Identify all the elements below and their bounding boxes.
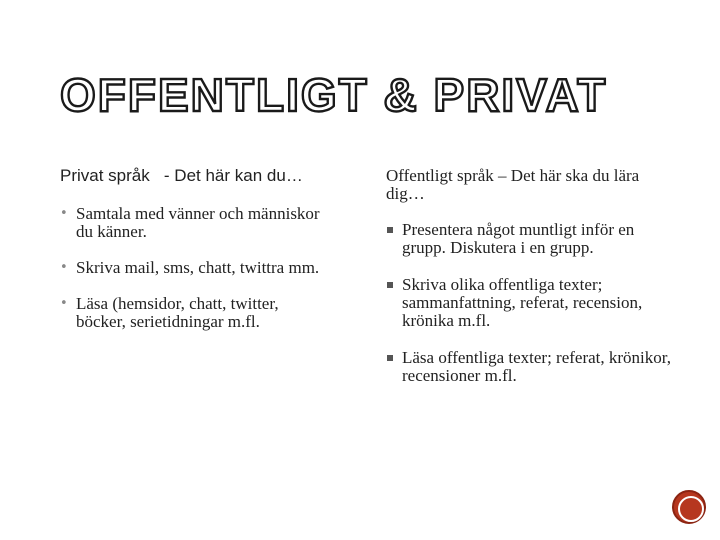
left-heading: Privat språk - Det här kan du…	[60, 166, 303, 185]
right-heading: Offentligt språk – Det här ska du lära dig…	[386, 166, 640, 203]
bullet-dot-icon: •	[60, 260, 68, 275]
bullet-square-icon	[387, 355, 393, 361]
bullet-square-icon	[387, 227, 393, 233]
list-item-text: Presentera något muntligt inför en grupp. Diskutera i en grupp.	[402, 220, 635, 257]
circle-nav-icon[interactable]	[672, 490, 706, 524]
list-item	[60, 205, 330, 241]
list-item	[386, 221, 676, 257]
list-item-text: Läsa offentliga texter; referat, krönikor, recensioner m.fl.	[402, 348, 671, 385]
list-item	[386, 349, 676, 385]
nav-ring	[678, 496, 704, 522]
list-item-text: Skriva olika offentliga texter; sammanfattning, referat, recension, krönika m.fl.	[402, 275, 643, 330]
bullet-dot-icon: •	[60, 296, 68, 311]
right-column	[386, 167, 676, 404]
list-item	[386, 276, 676, 330]
list-item	[60, 295, 330, 331]
right-list	[386, 221, 676, 385]
left-column	[60, 167, 330, 349]
list-item-text: Skriva mail, sms, chatt, twittra mm.	[76, 258, 320, 277]
list-item-text: Samtala med vänner och människor du känner.	[76, 204, 320, 241]
slide-title: OFFENTLIGT & PRIVAT	[60, 69, 608, 121]
left-list	[60, 205, 330, 331]
list-item	[60, 259, 330, 277]
list-item-text: Läsa (hemsidor, chatt, twitter, böcker, serietidningar m.fl.	[76, 294, 279, 331]
bullet-square-icon	[387, 282, 393, 288]
bullet-dot-icon: •	[60, 206, 68, 221]
